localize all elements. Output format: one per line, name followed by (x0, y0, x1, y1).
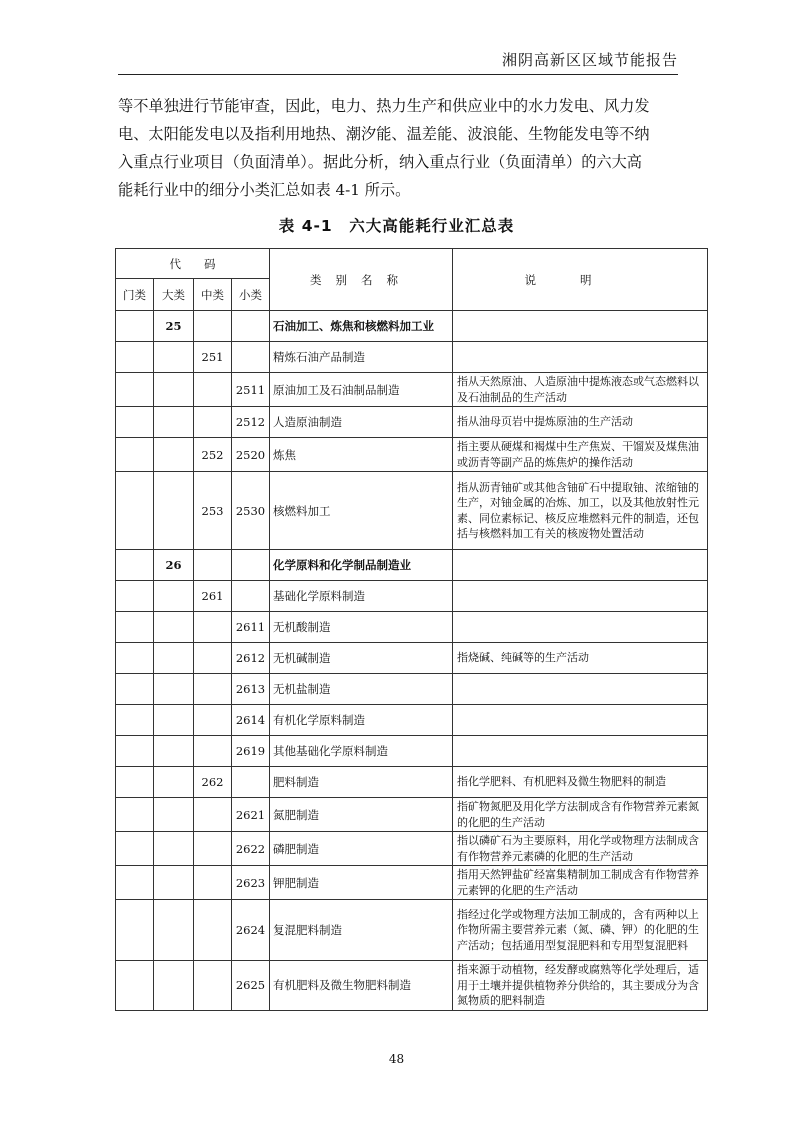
table-row (116, 736, 708, 767)
cell-zhong: 253 (194, 472, 232, 550)
cell-xiao: 2512 (232, 407, 270, 438)
cell-name: 无机酸制造 (270, 612, 453, 643)
cell-desc: 指化学肥料、有机肥料及微生物肥料的制造 (453, 767, 708, 798)
cell-men (116, 612, 154, 643)
cell-desc: 指用天然钾盐矿经富集精制加工制成含有作物营养元素钾的化肥的生产活动 (453, 866, 708, 900)
cell-xiao: 2520 (232, 438, 270, 472)
paragraph-line: 等不单独进行节能审查，因此，电力、热力生产和供应业中的水力发电、风力发 (118, 97, 650, 115)
paragraph-line: 电、太阳能发电以及指利用地热、潮汐能、温差能、波浪能、生物能发电等不纳 (118, 125, 650, 143)
cell-xiao: 2621 (232, 798, 270, 832)
cell-xiao: 2623 (232, 866, 270, 900)
cell-name: 原油加工及石油制品制造 (270, 373, 453, 407)
cell-men (116, 550, 154, 581)
cell-zhong (194, 866, 232, 900)
cell-zhong (194, 550, 232, 581)
cell-zhong (194, 832, 232, 866)
header-men: 门类 (116, 279, 154, 311)
table-row (116, 866, 708, 900)
cell-name: 人造原油制造 (270, 407, 453, 438)
cell-zhong (194, 705, 232, 736)
cell-desc (453, 581, 708, 612)
cell-men (116, 832, 154, 866)
table-row (116, 612, 708, 643)
cell-men (116, 311, 154, 342)
cell-men (116, 342, 154, 373)
cell-xiao (232, 581, 270, 612)
header-title: 湘阴高新区区域节能报告 (501, 51, 678, 69)
table-row (116, 550, 708, 581)
table-row (116, 438, 708, 472)
table-row (116, 961, 708, 1011)
cell-men (116, 581, 154, 612)
cell-xiao: 2619 (232, 736, 270, 767)
cell-men (116, 900, 154, 961)
cell-da (154, 961, 194, 1011)
header-zhong: 中类 (194, 279, 232, 311)
header-category: 类别名称 (270, 249, 453, 311)
cell-name: 无机碱制造 (270, 643, 453, 674)
cell-zhong (194, 311, 232, 342)
cell-zhong (194, 373, 232, 407)
cell-name: 炼焦 (270, 438, 453, 472)
body-paragraph (118, 92, 696, 204)
cell-desc: 指以磷矿石为主要原料，用化学或物理方法制成含有作物营养元素磷的化肥的生产活动 (453, 832, 708, 866)
cell-zhong: 262 (194, 767, 232, 798)
cell-name: 钾肥制造 (270, 866, 453, 900)
cell-men (116, 438, 154, 472)
cell-men (116, 674, 154, 705)
cell-men (116, 767, 154, 798)
cell-xiao: 2530 (232, 472, 270, 550)
cell-desc (453, 612, 708, 643)
table-body (116, 311, 708, 1011)
cell-zhong (194, 407, 232, 438)
cell-da (154, 342, 194, 373)
cell-xiao (232, 767, 270, 798)
cell-desc: 指烧碱、纯碱等的生产活动 (453, 643, 708, 674)
cell-name: 化学原料和化学制品制造业 (270, 550, 453, 581)
cell-desc (453, 736, 708, 767)
table-row (116, 674, 708, 705)
cell-da (154, 705, 194, 736)
cell-da (154, 407, 194, 438)
cell-zhong (194, 674, 232, 705)
cell-xiao: 2622 (232, 832, 270, 866)
cell-da (154, 438, 194, 472)
cell-desc: 指经过化学或物理方法加工制成的，含有两种以上作物所需主要营养元素（氮、磷、钾）的化肥的生产活动；包括通用型复混肥料和专用型复混肥料 (453, 900, 708, 961)
cell-name: 有机化学原料制造 (270, 705, 453, 736)
page-number: 48 (388, 1052, 405, 1066)
cell-da (154, 643, 194, 674)
cell-da (154, 866, 194, 900)
cell-men (116, 373, 154, 407)
cell-name: 核燃料加工 (270, 472, 453, 550)
cell-name: 复混肥料制造 (270, 900, 453, 961)
cell-name: 其他基础化学原料制造 (270, 736, 453, 767)
table-row (116, 311, 708, 342)
cell-zhong: 252 (194, 438, 232, 472)
cell-desc: 指主要从硬煤和褐煤中生产焦炭、干馏炭及煤焦油或沥青等副产品的炼焦炉的操作活动 (453, 438, 708, 472)
cell-xiao: 2624 (232, 900, 270, 961)
cell-da (154, 900, 194, 961)
cell-xiao (232, 342, 270, 373)
table-row (116, 407, 708, 438)
cell-da (154, 767, 194, 798)
table-row (116, 472, 708, 550)
cell-zhong (194, 643, 232, 674)
running-header (118, 46, 678, 75)
cell-desc: 指矿物氮肥及用化学方法制成含有作物营养元素氮的化肥的生产活动 (453, 798, 708, 832)
cell-name: 磷肥制造 (270, 832, 453, 866)
cell-name: 石油加工、炼焦和核燃料加工业 (270, 311, 453, 342)
cell-desc (453, 311, 708, 342)
header-code-group: 代 码 (116, 249, 270, 279)
cell-desc: 指从天然原油、人造原油中提炼液态或气态燃料以及石油制品的生产活动 (453, 373, 708, 407)
cell-men (116, 705, 154, 736)
cell-name: 基础化学原料制造 (270, 581, 453, 612)
table-row (116, 373, 708, 407)
cell-men (116, 736, 154, 767)
table-row (116, 581, 708, 612)
cell-da (154, 612, 194, 643)
cell-men (116, 407, 154, 438)
cell-desc: 指来源于动植物，经发酵或腐熟等化学处理后，适用于土壤并提供植物养分供给的，其主要成分为含氮物质的肥料制造 (453, 961, 708, 1011)
paragraph-line: 能耗行业中的细分小类汇总如表 4-1 所示。 (118, 181, 411, 199)
cell-desc: 指从油母页岩中提炼原油的生产活动 (453, 407, 708, 438)
table-row (116, 900, 708, 961)
cell-name: 有机肥料及微生物肥料制造 (270, 961, 453, 1011)
paragraph-line: 入重点行业项目（负面清单）。据此分析，纳入重点行业（负面清单）的六大高 (118, 153, 642, 171)
cell-name: 氮肥制造 (270, 798, 453, 832)
cell-men (116, 798, 154, 832)
table-row (116, 643, 708, 674)
cell-zhong (194, 900, 232, 961)
cell-desc (453, 342, 708, 373)
cell-xiao (232, 550, 270, 581)
cell-da: 26 (154, 550, 194, 581)
cell-men (116, 643, 154, 674)
cell-zhong: 251 (194, 342, 232, 373)
cell-zhong (194, 961, 232, 1011)
cell-zhong: 261 (194, 581, 232, 612)
cell-da (154, 798, 194, 832)
cell-da (154, 472, 194, 550)
cell-name: 精炼石油产品制造 (270, 342, 453, 373)
cell-xiao: 2614 (232, 705, 270, 736)
cell-xiao: 2612 (232, 643, 270, 674)
cell-xiao (232, 311, 270, 342)
cell-men (116, 866, 154, 900)
table-row (116, 798, 708, 832)
cell-zhong (194, 612, 232, 643)
cell-desc (453, 674, 708, 705)
table-row (116, 767, 708, 798)
cell-name: 无机盐制造 (270, 674, 453, 705)
cell-da: 25 (154, 311, 194, 342)
cell-da (154, 373, 194, 407)
cell-desc (453, 550, 708, 581)
cell-da (154, 581, 194, 612)
cell-men (116, 961, 154, 1011)
table-caption: 表 4-1 六大高能耗行业汇总表 (278, 217, 515, 235)
cell-da (154, 674, 194, 705)
cell-desc: 指从沥青铀矿或其他含铀矿石中提取铀、浓缩铀的生产，对铀金属的冶炼、加工，以及其他放射性元素、同位素标记、核反应堆燃料元件的制造，还包括与核燃料加工有关的核废物处置活动 (453, 472, 708, 550)
table-row (116, 832, 708, 866)
cell-name: 肥料制造 (270, 767, 453, 798)
cell-xiao: 2625 (232, 961, 270, 1011)
cell-xiao: 2611 (232, 612, 270, 643)
header-description: 说明 (453, 249, 708, 311)
table-row (116, 705, 708, 736)
cell-men (116, 472, 154, 550)
cell-zhong (194, 798, 232, 832)
cell-xiao: 2511 (232, 373, 270, 407)
cell-zhong (194, 736, 232, 767)
header-da: 大类 (154, 279, 194, 311)
cell-da (154, 736, 194, 767)
table-row (116, 342, 708, 373)
cell-xiao: 2613 (232, 674, 270, 705)
cell-da (154, 832, 194, 866)
header-xiao: 小类 (232, 279, 270, 311)
industry-table (115, 248, 708, 1011)
cell-desc (453, 705, 708, 736)
